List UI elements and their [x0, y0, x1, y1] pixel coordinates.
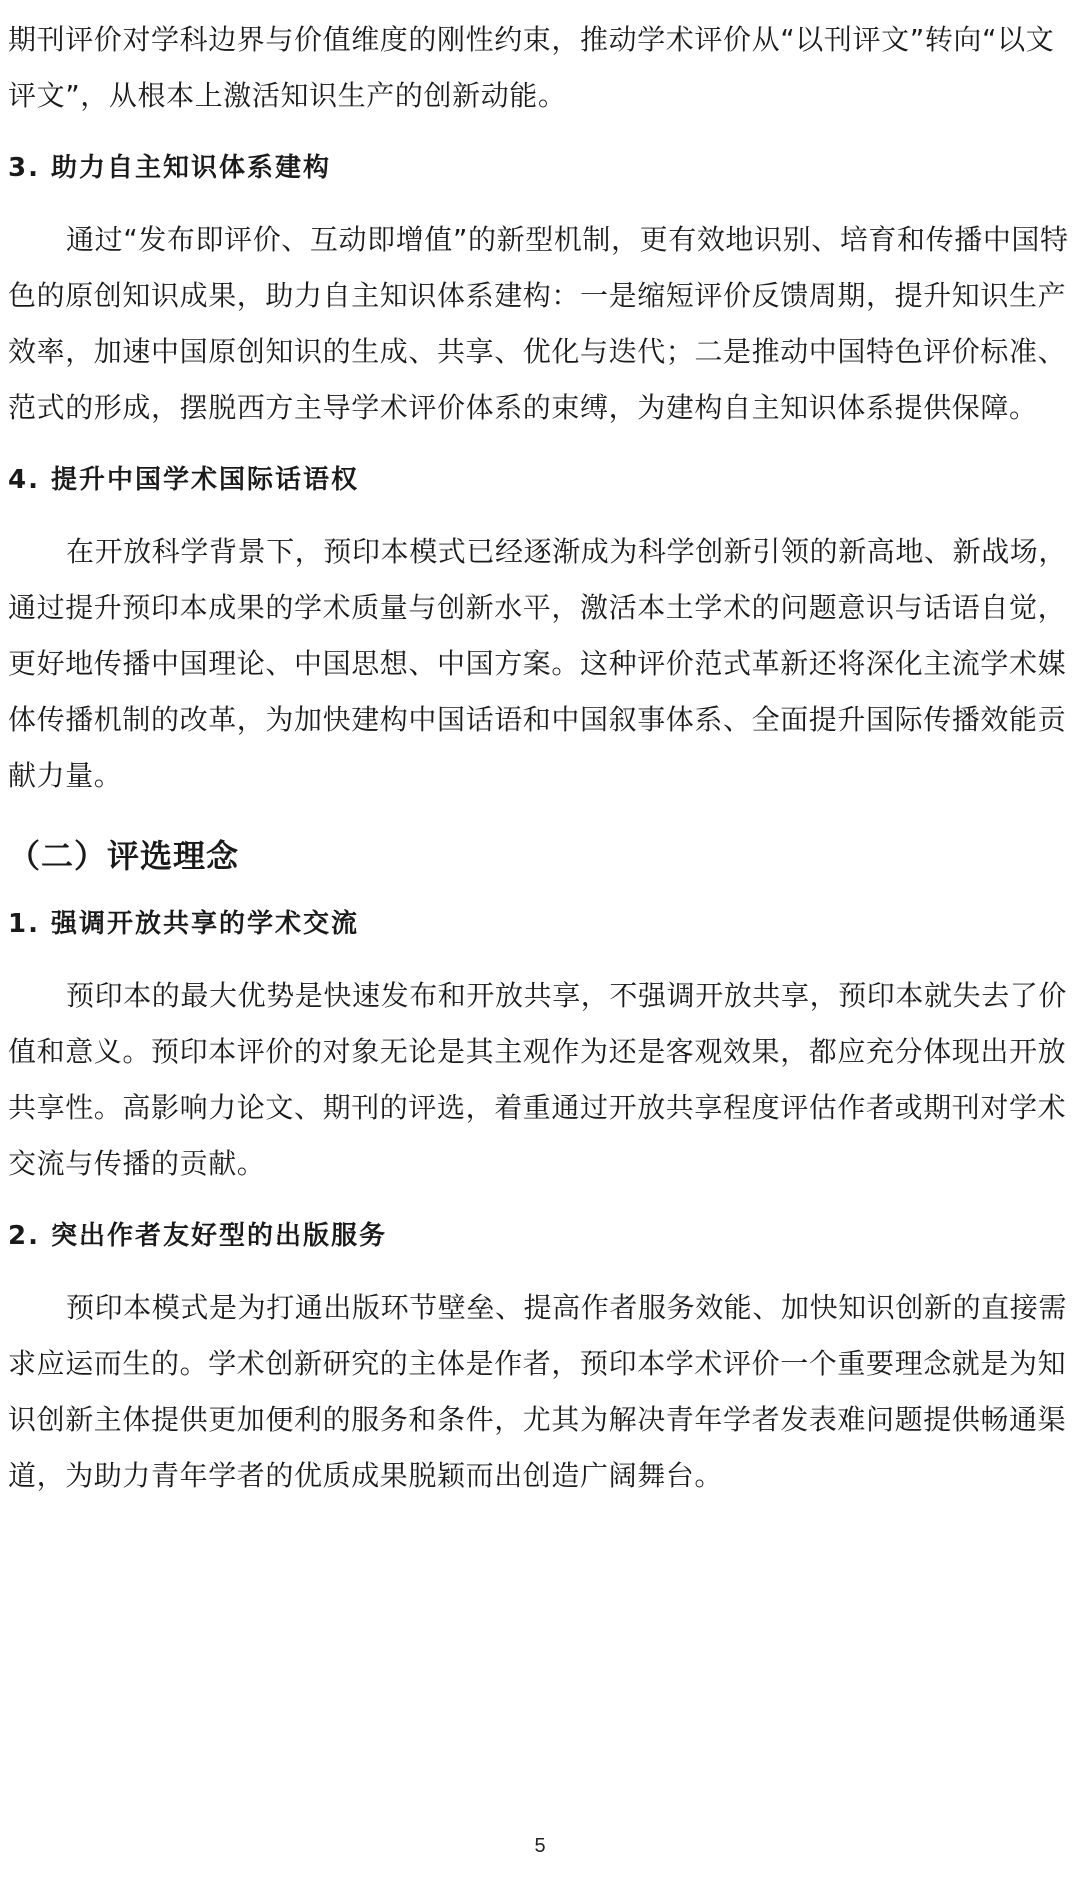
- spacer: [8, 500, 1076, 524]
- paragraph-item-4: 在开放科学背景下，预印本模式已经逐渐成为科学创新引领的新高地、新战场，通过提升预印本成果的学术质量与创新水平，激活本土学术的问题意识与话语自觉，更好地传播中国理论、中国思想、中国方案。这种评价范式革新还将深化主流学术媒体传播机制的改革，为加快建构中国话语和中国叙事体系、全面提升国际传播效能贡献力量。: [8, 535, 1068, 792]
- page-content: [8, 12, 1076, 1504]
- paragraph-item-3: 通过“发布即评价、互动即增值”的新型机制，更有效地识别、培育和传播中国特色的原创知识成果，助力自主知识体系建构：一是缩短评价反馈周期，提升知识生产效率，加速中国原创知识的生成、共享、优化与迭代；二是推动中国特色评价标准、范式的形成，摆脱西方主导学术评价体系的束缚，为建构自主知识体系提供保障。: [8, 223, 1069, 424]
- paragraph-section2-item-2: 预印本模式是为打通出版环节壁垒、提高作者服务效能、加快知识创新的直接需求应运而生的。学术创新研究的主体是作者，预印本学术评价一个重要理念就是为知识创新主体提供更加便利的服务和条件，尤其为解决青年学者发表难问题提供畅通渠道，为助力青年学者的优质成果脱颖而出创造广阔舞台。: [8, 1291, 1068, 1492]
- paragraph-section2-item-1: 预印本的最大优势是快速发布和开放共享，不强调开放共享，预印本就失去了价值和意义。预印本评价的对象无论是其主观作为还是客观效果，都应充分体现出开放共享性。高影响力论文、期刊的评选，着重通过开放共享程度评估作者或期刊对学术交流与传播的贡献。: [8, 979, 1068, 1180]
- spacer: [8, 188, 1076, 212]
- heading-section2-item-2: 2. 突出作者友好型的出版服务: [8, 1221, 388, 1251]
- spacer: [8, 944, 1076, 968]
- spacer: [8, 436, 1076, 460]
- section-heading-2: （二）评选理念: [8, 837, 240, 875]
- spacer: [8, 1192, 1076, 1216]
- paragraph-intro-continued: 期刊评价对学科边界与价值维度的刚性约束，推动学术评价从“以刊评文”转向“以文评文”，从根本上激活知识生产的创新动能。: [8, 23, 1055, 112]
- page-number: 5: [534, 1835, 546, 1857]
- spacer: [8, 804, 1076, 832]
- heading-item-3: 3. 助力自主知识体系建构: [8, 153, 332, 183]
- spacer: [8, 1256, 1076, 1280]
- heading-section2-item-1: 1. 强调开放共享的学术交流: [8, 909, 360, 939]
- spacer: [8, 124, 1076, 148]
- heading-item-4: 4. 提升中国学术国际话语权: [8, 465, 360, 495]
- spacer: [8, 880, 1076, 904]
